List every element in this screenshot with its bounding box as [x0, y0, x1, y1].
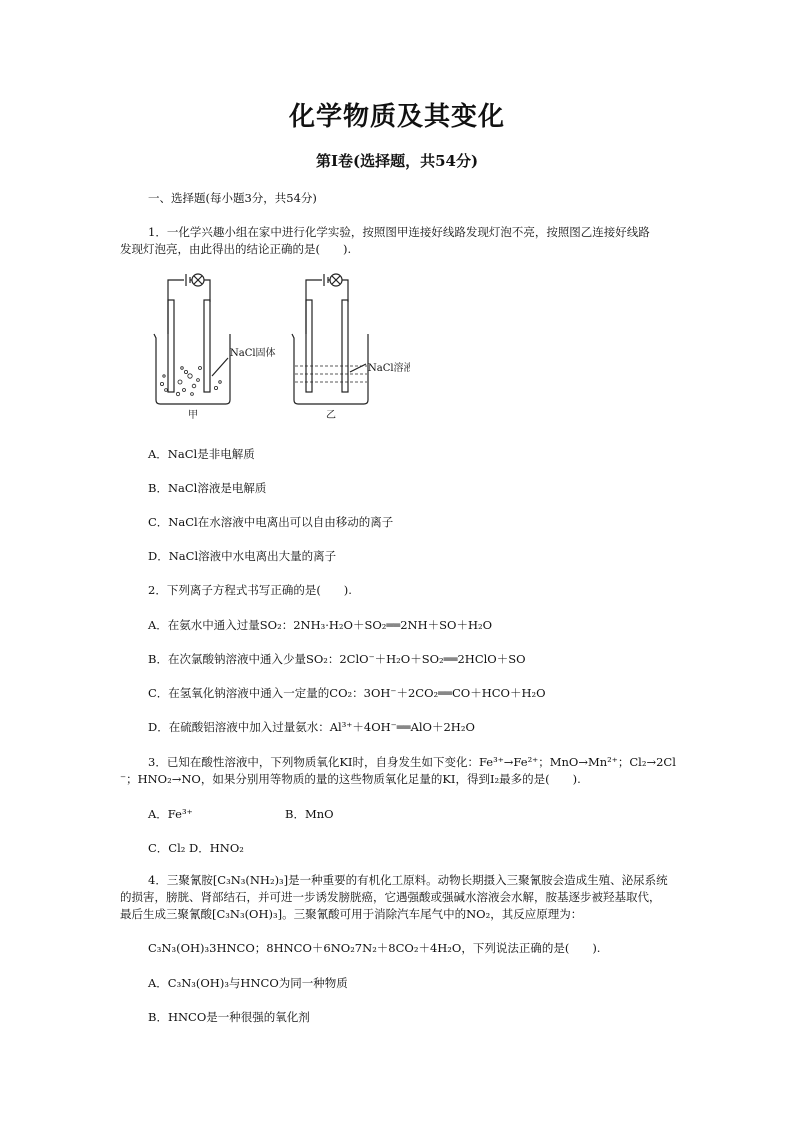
- q2-option-d: D．在硫酸铝溶液中加入过量氨水：Al³⁺＋4OH⁻══AlO＋2H₂O: [148, 720, 475, 734]
- q1-option-c: C．NaCl在水溶液中电离出可以自由移动的离子: [148, 515, 394, 529]
- q1-option-a: A．NaCl是非电解质: [148, 447, 255, 461]
- q2-option-c: C．在氢氧化钠溶液中通入一定量的CO₂：3OH⁻＋2CO₂══CO＋HCO＋H₂O: [148, 686, 546, 700]
- q2-stem: 2．下列离子方程式书写正确的是( ).: [148, 583, 352, 597]
- beaker-right: [292, 274, 368, 404]
- q1-stem-line2: 发现灯泡亮，由此得出的结论正确的是( ).: [120, 242, 352, 256]
- page-title: 化学物质及其变化: [288, 102, 505, 132]
- q4-stem-line2: 的损害，膀胱、肾部结石，并可进一步诱发膀胱癌，它遇强酸或强碱水溶液会水解，胺基逐步被羟基取代，: [120, 890, 661, 904]
- section-title: 第Ⅰ卷(选择题，共54分): [315, 152, 479, 170]
- q4-stem-line3: 最后生成三聚氰酸[C₃N₃(OH)₃]。三聚氰酸可用于消除汽车尾气中的NO₂，其反应原理为：: [120, 907, 583, 921]
- q3-stem-line1: 3．已知在酸性溶液中，下列物质氧化KI时，自身发生如下变化：Fe³⁺→Fe²⁺；MnO→Mn²⁺；Cl₂→2Cl: [148, 755, 676, 769]
- label-nacl-solid: NaCl固体: [230, 348, 276, 359]
- q3-option-a: A．Fe³⁺: [148, 807, 193, 821]
- q3-stem-line2: ⁻；HNO₂→NO，如果分别用等物质的量的这些物质氧化足量的KI，得到I₂最多的是( ).: [120, 772, 581, 786]
- q2-option-b: B．在次氯酸钠溶液中通入少量SO₂：2ClO⁻＋H₂O＋SO₂══2HClO＋SO: [148, 652, 526, 666]
- q4-reaction: C₃N₃(OH)₃3HNCO；8HNCO＋6NO₂7N₂＋8CO₂＋4H₂O，下列说法正确的是( ).: [148, 941, 601, 955]
- section-heading: 一、选择题(每小题3分，共54分): [148, 191, 317, 205]
- q3-option-cd: C．Cl₂ D．HNO₂: [148, 841, 244, 855]
- q3-option-b: B．MnO: [285, 807, 334, 821]
- beaker-left: [154, 274, 230, 404]
- q4-option-a: A．C₃N₃(OH)₃与HNCO为同一种物质: [148, 976, 348, 990]
- q1-option-d: D．NaCl溶液中水电离出大量的离子: [148, 549, 337, 563]
- q4-stem-line1: 4．三聚氰胺[C₃N₃(NH₂)₃]是一种重要的有机化工原料。动物长期摄入三聚氰胺会造成生殖、泌尿系统: [148, 873, 668, 887]
- q4-option-b: B．HNCO是一种很强的氧化剂: [148, 1010, 310, 1024]
- q2-option-a: A．在氨水中通入过量SO₂：2NH₃·H₂O＋SO₂══2NH＋SO＋H₂O: [148, 618, 493, 632]
- conductivity-experiment-diagram: [150, 272, 410, 422]
- q1-figure: [150, 272, 410, 422]
- caption-right: 乙: [326, 410, 336, 421]
- q1-stem-line1: 1．一化学兴趣小组在家中进行化学实验，按照图甲连接好线路发现灯泡不亮，按照图乙连接好线路: [148, 225, 650, 239]
- label-nacl-solution: NaCl溶液: [368, 363, 410, 374]
- caption-left: 甲: [188, 410, 198, 421]
- q1-option-b: B．NaCl溶液是电解质: [148, 481, 267, 495]
